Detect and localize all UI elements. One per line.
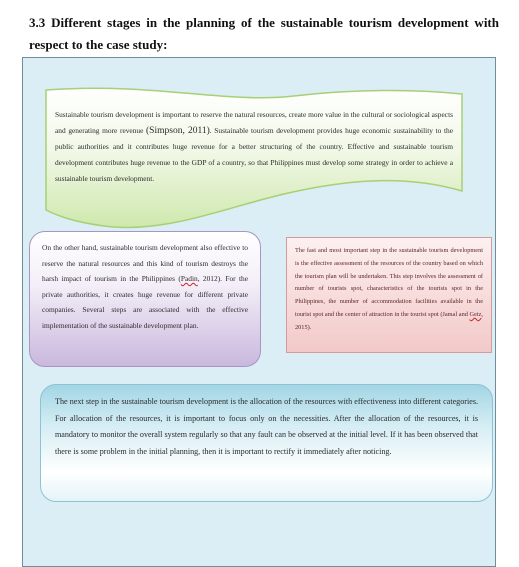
- box3-flagged-word: Getz: [469, 310, 482, 318]
- box2-flagged-word: Padin: [180, 274, 198, 284]
- box3-pink-callout: [286, 237, 492, 353]
- box1-text-part2: . Sustainable tourism development provides huge economic sustainability to the public authorities and it contributes huge revenue for a better structuring of the country. Effective and sustainable tourism development contributes huge revenue to the GDP of a country, so that Philippines must develop some strategy in order to achieve a sustainable tourism development.: [55, 126, 454, 183]
- box2-text-part2: , 2012). For the private authorities, it creates huge revenue for different private companies. Several steps are associated with the effective implementation of the sustainable development plan.: [42, 274, 249, 330]
- box2-text-part1: On the other hand, sustainable tourism development also effective to reserve the natural resources and this kind of tourism destroys the harsh impact of tourism in the Philippines (: [42, 243, 248, 284]
- box1-paragraph: [55, 107, 453, 187]
- box3-text-part1: The fast and most important step in the sustainable tourism development is the effective assessment of the resources of the country based on which the tourism plan will be undertaken. This step involves the assessment of number of tourists spot, characteristics of the tourists spot in the Philippines, the number of accommodation facilities available in the tourist spot and the center of attraction in the tourist spot (Jamal and: [295, 247, 483, 318]
- box4-blue-callout: [40, 384, 493, 502]
- box1-citation: (Simpson, 2011): [146, 126, 210, 136]
- box2-rounded-callout: [29, 231, 261, 367]
- box4-text: The next step in the sustainable tourism development is the allocation of the resources with effectiveness into different categories. For allocation of the resources, it is important to focus only on the necessities. After the allocation of the resources, it is mandatory to monitor the overall system regularly so that any fault can be observed at the initial level. If it has been observed that there is some problem in the initial planning, then it is important to rectify it immediately after noticing.: [55, 397, 478, 456]
- section-heading: 3.3 Different stages in the planning of the sustainable tourism development with respect to the case study:: [29, 15, 499, 52]
- box1-text-part1: Sustainable tourism development is important to reserve the natural resources, create more value in the cultural or sociological aspects and generating more revenue: [55, 110, 453, 135]
- box3-text-part2: , 2015).: [295, 310, 483, 331]
